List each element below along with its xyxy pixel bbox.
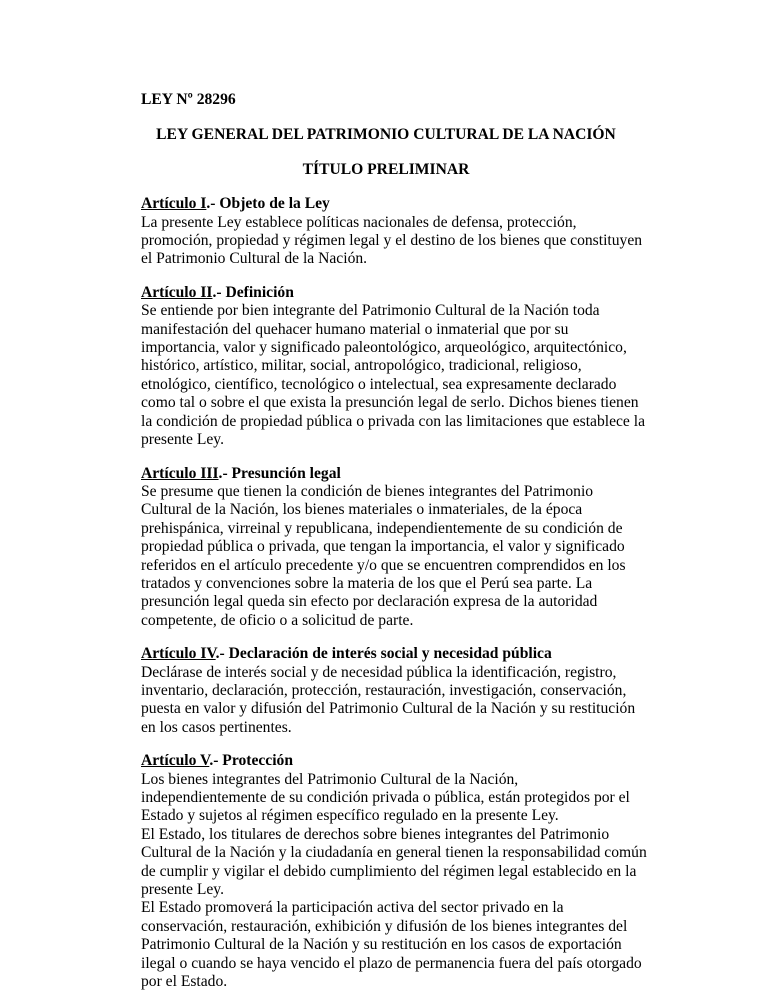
article-text-line: Se entiende por bien integrante del Patrimonio Cultural de la Nación toda <box>141 302 600 320</box>
article-text-line: referidos en el artículo precedente y/o que se encuentren comprendidos en los <box>141 556 626 574</box>
article-text-line: ilegal o cuando se haya vencido el plazo de permanencia fuera del país otorgado <box>141 954 642 972</box>
article-heading <box>141 284 641 302</box>
article-text-line: La presente Ley establece políticas nacionales de defensa, protección, <box>141 213 577 231</box>
article-text-line: de cumplir y vigilar el debido cumplimiento del régimen legal establecido en la <box>141 862 637 880</box>
article-text-line: prehispánica, virreinal y republicana, independientemente de su condición de <box>141 519 623 537</box>
article-label: Artículo II <box>141 283 213 301</box>
article-text-line: manifestación del quehacer humano material o inmaterial que por su <box>141 320 569 338</box>
document-page <box>141 91 647 1006</box>
article-title: .- Definición <box>212 283 294 301</box>
article <box>141 283 646 450</box>
article-heading <box>141 645 641 663</box>
article <box>141 465 641 631</box>
article-text-line: El Estado, los titulares de derechos sobre bienes integrantes del Patrimonio <box>141 825 610 843</box>
article-text-line: en los casos pertinentes. <box>141 718 292 736</box>
article-heading <box>141 465 641 483</box>
article-label: Artículo IV <box>141 645 216 663</box>
article-text-line: histórico, artístico, militar, social, antropológico, tradicional, religioso, <box>141 357 582 375</box>
article-text-line: importancia, valor y significado paleontológico, arqueológico, arquitectónico, <box>141 339 627 357</box>
article-title: .- Objeto de la Ley <box>206 195 330 213</box>
section-title: TÍTULO PRELIMINAR <box>302 160 470 178</box>
article-text-line: la condición de propiedad pública o privada con las limitaciones que establece la <box>141 412 646 430</box>
article-text-line: Patrimonio Cultural de la Nación y su restitución en los casos de exportación <box>141 936 622 954</box>
article-text-line: Los bienes integrantes del Patrimonio Cultural de la Nación, <box>141 770 519 788</box>
article-text-line: competente, de oficio o a solicitud de parte. <box>141 611 414 629</box>
article-text-line: como tal o sobre el que exista la presunción legal de serlo. Dichos bienes tienen <box>141 394 639 412</box>
article-text-line: puesta en valor y difusión del Patrimonio Cultural de la Nación y su restitución <box>141 700 636 718</box>
article <box>141 195 641 269</box>
article-text-line: propiedad pública o privada, que tengan la importancia, el valor y significado <box>141 538 625 556</box>
law-number: LEY Nº 28296 <box>141 91 236 108</box>
article-text-line: Declárase de interés social y de necesidad pública la identificación, registro, <box>141 663 617 681</box>
article-text-line: inventario, declaración, protección, restauración, investigación, conservación, <box>141 681 627 699</box>
article-text-line: promoción, propiedad y régimen legal y el destino de los bienes que constituyen <box>141 232 643 250</box>
article-label: Artículo V <box>141 752 210 770</box>
article-text-line: Se presume que tienen la condición de bienes integrantes del Patrimonio <box>141 482 594 500</box>
law-title: LEY GENERAL DEL PATRIMONIO CULTURAL DE LA NACIÓN <box>156 126 616 144</box>
article-title: .- Presunción legal <box>218 464 341 482</box>
article-text-line: El Estado promoverá la participación activa del sector privado en la <box>141 899 564 917</box>
article-text-line: independientemente de su condición privada o pública, están protegidos por el <box>141 789 630 806</box>
article-text-line: presente Ley. <box>141 431 224 449</box>
article-text-line: Cultural de la Nación y la ciudadanía en general tienen la responsabilidad común <box>141 844 647 862</box>
article-label: Artículo III <box>141 464 219 482</box>
article-text-line: Estado y sujetos al régimen específico regulado en la presente Ley. <box>141 807 559 825</box>
article-heading <box>141 752 641 770</box>
article-text-line: presente Ley. <box>141 881 224 899</box>
article-heading <box>141 195 641 213</box>
article <box>141 752 647 991</box>
article-text-line: tratados y convenciones sobre la materia de los que el Perú sea parte. La <box>141 574 593 592</box>
article-text-line: presunción legal queda sin efecto por declaración expresa de la autoridad <box>141 593 598 611</box>
article <box>141 645 641 737</box>
article-text-line: el Patrimonio Cultural de la Nación. <box>141 250 368 268</box>
articles-list <box>141 195 647 991</box>
article-text-line: Cultural de la Nación, los bienes materiales o inmateriales, de la época <box>141 501 583 519</box>
article-text-line: conservación, restauración, exhibición y difusión de los bienes integrantes del <box>141 917 628 935</box>
article-text-line: por el Estado. <box>141 973 228 991</box>
article-text-line: etnológico, científico, tecnológico o intelectual, sea expresamente declarado <box>141 375 617 393</box>
article-label: Artículo I <box>141 195 207 213</box>
article-title: .- Declaración de interés social y necesidad pública <box>215 645 552 663</box>
article-title: .- Protección <box>209 752 294 770</box>
